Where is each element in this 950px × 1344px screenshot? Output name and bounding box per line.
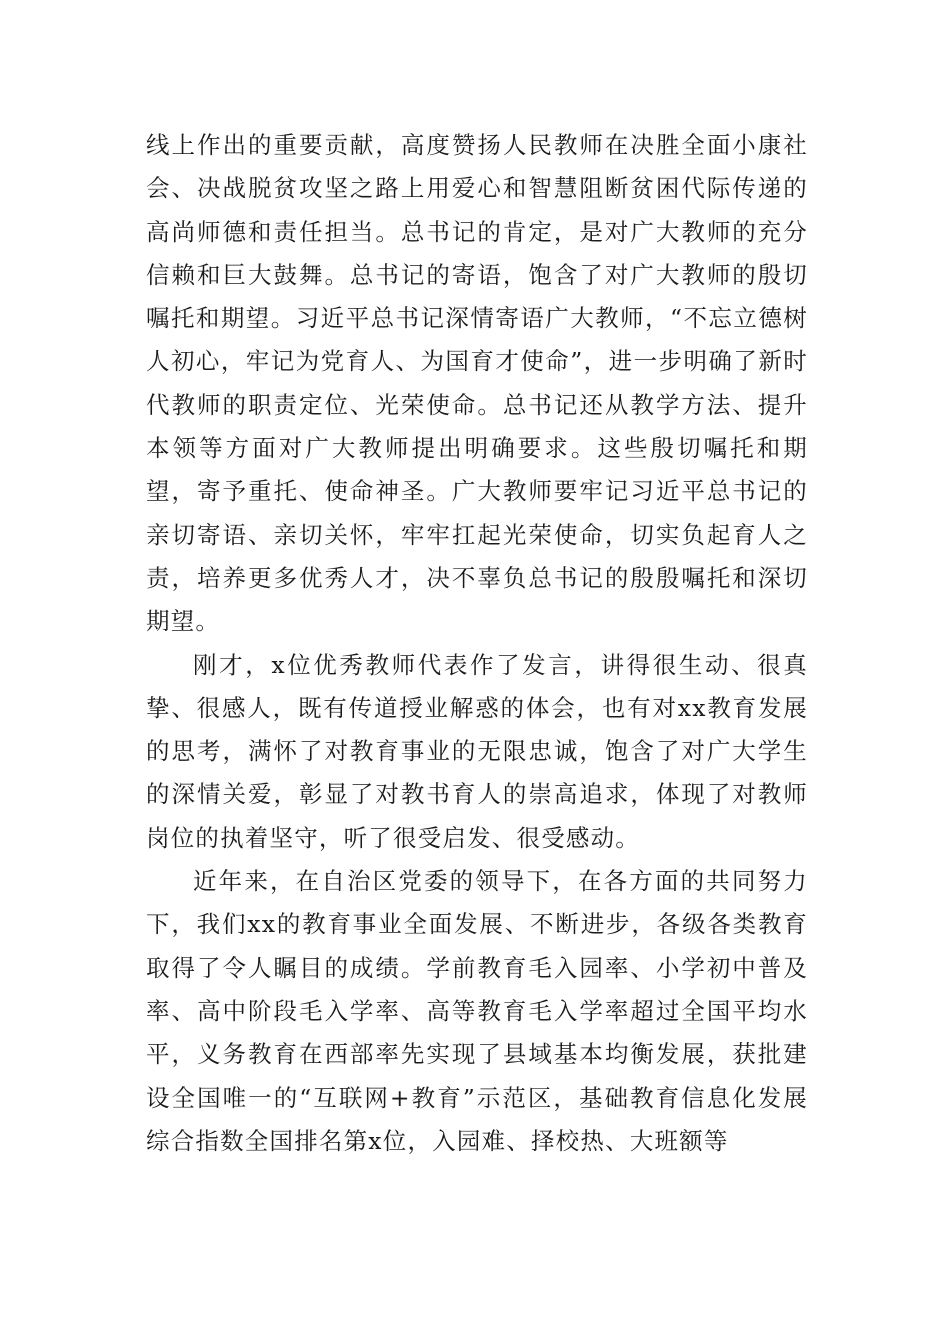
- paragraph-education-achievements: 近年来，在自治区党委的领导下，在各方面的共同努力下，我们xx的教育事业全面发展、不断进步，各级各类教育取得了令人瞩目的成绩。学前教育毛入园率、小学初中普及率、高中阶段毛入学率、高等教育毛入学率超过全国平均水平，义务教育在西部率先实现了县域基本均衡发展，获批建设全国唯一的“互联网+教育”示范区，基础教育信息化发展综合指数全国排名第x位，入园难、择校热、大班额等: [146, 867, 808, 1155]
- paragraph-continuation: 线上作出的重要贡献，高度赞扬人民教师在决胜全面小康社会、决战脱贫攻坚之路上用爱心和智慧阻断贫困代际传递的高尚师德和责任担当。总书记的肯定，是对广大教师的充分信赖和巨大鼓舞。总书记的寄语，饱含了对广大教师的殷切嘱托和期望。习近平总书记深情寄语广大教师，“不忘立德树人初心，牢记为党育人、为国育才使命”，进一步明确了新时代教师的职责定位、光荣使命。总书记还从教学方法、提升本领等方面对广大教师提出明确要求。这些殷切嘱托和期望，寄予重托、使命神圣。广大教师要牢记习近平总书记的亲切寄语、亲切关怀，牢牢扛起光荣使命，切实负起育人之责，培养更多优秀人才，决不辜负总书记的殷殷嘱托和深切期望。: [146, 131, 808, 636]
- document-body: [146, 124, 808, 1163]
- paragraph-teacher-speeches: 刚才，x位优秀教师代表作了发言，讲得很生动、很真挚、很感人，既有传道授业解惑的体会，也有对xx教育发展的思考，满怀了对教育事业的无限忠诚，饱含了对广大学生的深情关爱，彰显了对教书育人的崇高追求，体现了对教师岗位的执着坚守，听了很受启发、很受感动。: [146, 650, 808, 852]
